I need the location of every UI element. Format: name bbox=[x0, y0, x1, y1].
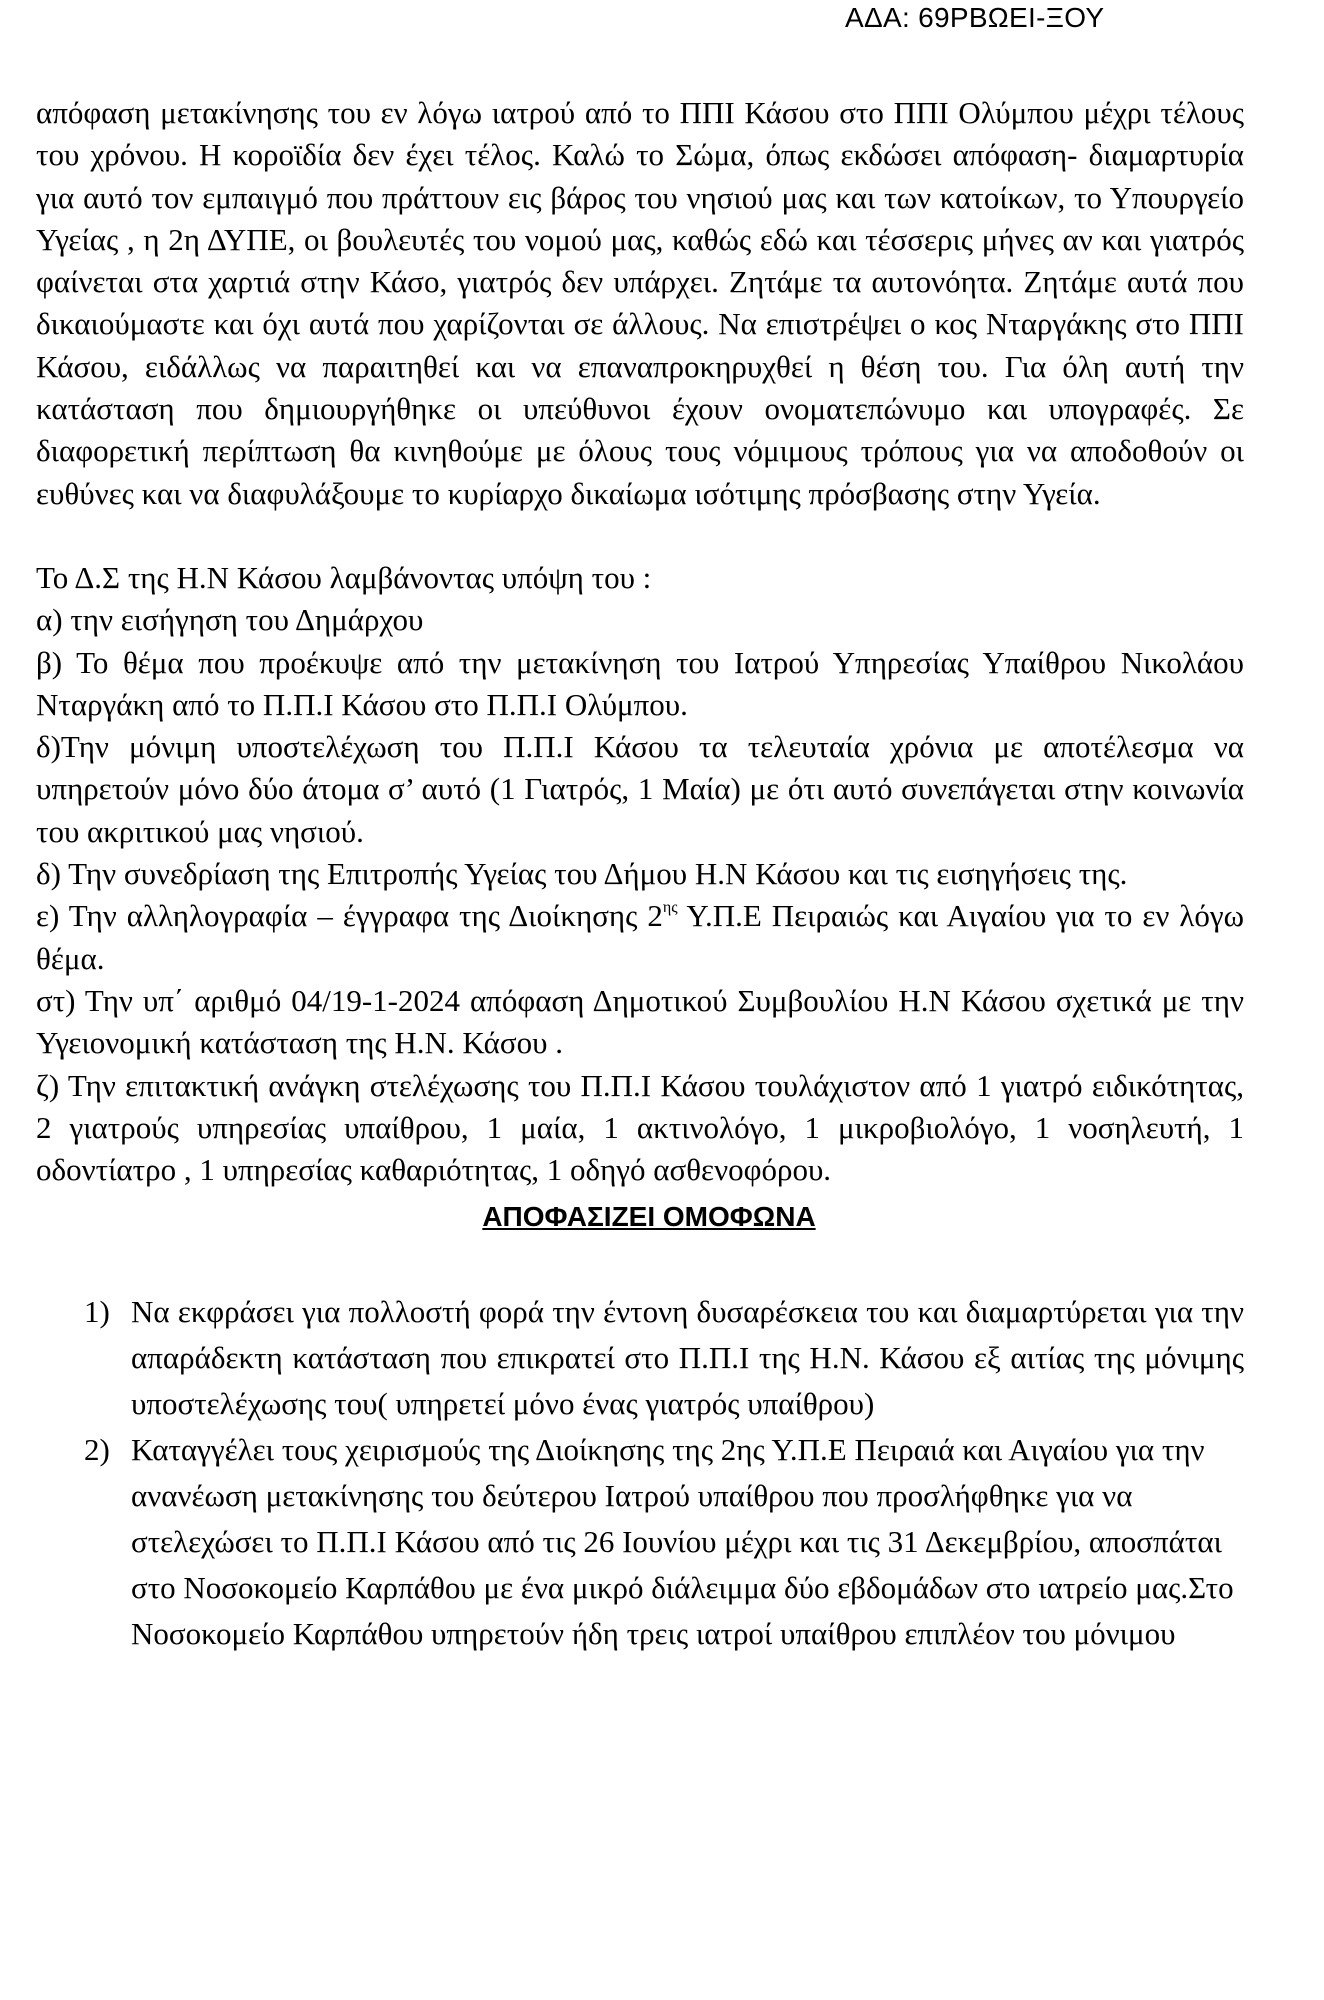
document-body bbox=[36, 92, 1244, 1657]
decisions-list bbox=[36, 1289, 1244, 1657]
decision-number: 2) bbox=[84, 1432, 110, 1468]
decision-item bbox=[36, 1427, 1244, 1657]
considerations-lead: Το Δ.Σ της Η.Ν Κάσου λαμβάνοντας υπόψη του : bbox=[36, 559, 652, 595]
decision-number: 1) bbox=[84, 1294, 110, 1330]
decision-heading: ΑΠΟΦΑΣΙΖΕΙ ΟΜΟΦΩΝΑ bbox=[482, 1201, 816, 1233]
consideration-e bbox=[36, 895, 1244, 980]
consideration-st: στ) Την υπ΄ αριθμό 04/19-1-2024 απόφαση Δημοτικού Συμβουλίου Η.Ν Κάσου σχετικά με την Υγειονομική κατάσταση της Η.Ν. Κάσου . bbox=[36, 982, 1244, 1061]
consideration-d2: δ) Την συνεδρίαση της Επιτροπής Υγείας του Δήμου Η.Ν Κάσου και τις εισηγήσεις της. bbox=[36, 856, 1128, 892]
decision-text: Να εκφράσει για πολλοστή φορά την έντονη δυσαρέσκεια του και διαμαρτύρεται για την απαράδεκτη κατάσταση που επικρατεί στο Π.Π.Ι της Η.Ν. Κάσου εξ αιτίας της μόνιμης υποστελέχωσης του( υπηρετεί μόνο ένας γιατρός υπαίθρου) bbox=[131, 1294, 1244, 1422]
consideration-e-after: Υ.Π.Ε Πειραιώς και Αιγαίου για το εν λόγω θέμα. bbox=[36, 898, 1244, 976]
consideration-e-superscript: ης bbox=[662, 899, 678, 917]
ada-identifier: ΑΔΑ: 69ΡΒΩΕΙ-ΞΟΥ bbox=[845, 2, 1105, 33]
intro-paragraph: απόφαση μετακίνησης του εν λόγω ιατρού από το ΠΠΙ Κάσου στο ΠΠΙ Ολύμπου μέχρι τέλους του χρόνου. Η κοροϊδία δεν έχει τέλος. Καλώ το Σώμα, όπως εκδώσει απόφαση- διαμαρτυρία για αυτό τον εμπαιγμό που πράττουν εις βάρος του νησιού μας και των κατοίκων, το Υπουργείο Υγείας , η 2η ΔΥΠΕ, οι βουλευτές του νομού μας, καθώς εδώ και τέσσερις μήνες αν και γιατρός φαίνεται στα χαρτιά στην Κάσο, γιατρός δεν υπάρχει. Ζητάμε τα αυτονόητα. Ζητάμε αυτά που δικαιούμαστε και όχι αυτά που χαρίζονται σε άλλους. Να επιστρέψει ο κος Νταργάκης στο ΠΠΙ Κάσου, ειδάλλως να παραιτηθεί και να επαναπροκηρυχθεί η θέση του. Για όλη αυτή την κατάσταση που δημιουργήθηκε οι υπεύθυνοι έχουν ονοματεπώνυμο και υπογραφές. Σε διαφορετική περίπτωση θα κινηθούμε με όλους τους νόμιμους τρόπους για να αποδοθούν οι ευθύνες και να διαφυλάξουμε το κυρίαρχο δικαίωμα ισότιμης πρόσβασης στην Υγεία. bbox=[36, 95, 1244, 511]
consideration-d1: δ)Την μόνιμη υποστελέχωση του Π.Π.Ι Κάσου τα τελευταία χρόνια με αποτέλεσμα να υπηρετούν μόνο δύο άτομα σ’ αυτό (1 Γιατρός, 1 Μαία) με ότι αυτό συνεπάγεται στην κοινωνία του ακριτικού μας νησιού. bbox=[36, 729, 1244, 849]
consideration-z: ζ) Την επιτακτική ανάγκη στελέχωσης του Π.Π.Ι Κάσου τουλάχιστον από 1 γιατρό ειδικότητας, 2 γιατρούς υπηρεσίας υπαίθρου, 1 μαία, 1 ακτινολόγο, 1 μικροβιολόγο, 1 νοσηλευτή, 1 οδοντίατρο , 1 υπηρεσίας καθαριότητας, 1 οδηγό ασθενοφόρου. bbox=[36, 1067, 1244, 1188]
decision-item bbox=[36, 1289, 1244, 1427]
decision-text: Καταγγέλει τους χειρισμούς της Διοίκησης της 2ης Υ.Π.Ε Πειραιά και Αιγαίου για την ανανέωση μετακίνησης του δεύτερου Ιατρού υπαίθρου που προσλήφθηκε για να στελεχώσει το Π.Π.Ι Κάσου από τις 26 Ιουνίου μέχρι και τις 31 Δεκεμβρίου, αποσπάται στο Νοσοκομείο Καρπάθου με ένα μικρό διάλειμμα δύο εβδομάδων στο ιατρείο μας.Στο Νοσοκομείο Καρπάθου υπηρετούν ήδη τρεις ιατροί υπαίθρου επιπλέον του μόνιμου bbox=[131, 1432, 1234, 1652]
consideration-b: β) Το θέμα που προέκυψε από την μετακίνηση του Ιατρού Υπηρεσίας Υπαίθρου Νικολάου Νταργάκη από το Π.Π.Ι Κάσου στο Π.Π.Ι Ολύμπου. bbox=[36, 644, 1244, 722]
consideration-e-before: ε) Την αλληλογραφία – έγγραφα της Διοίκησης 2 bbox=[36, 898, 663, 934]
consideration-a: α) την εισήγηση του Δημάρχου bbox=[36, 602, 424, 638]
considerations-section bbox=[36, 557, 1244, 1191]
